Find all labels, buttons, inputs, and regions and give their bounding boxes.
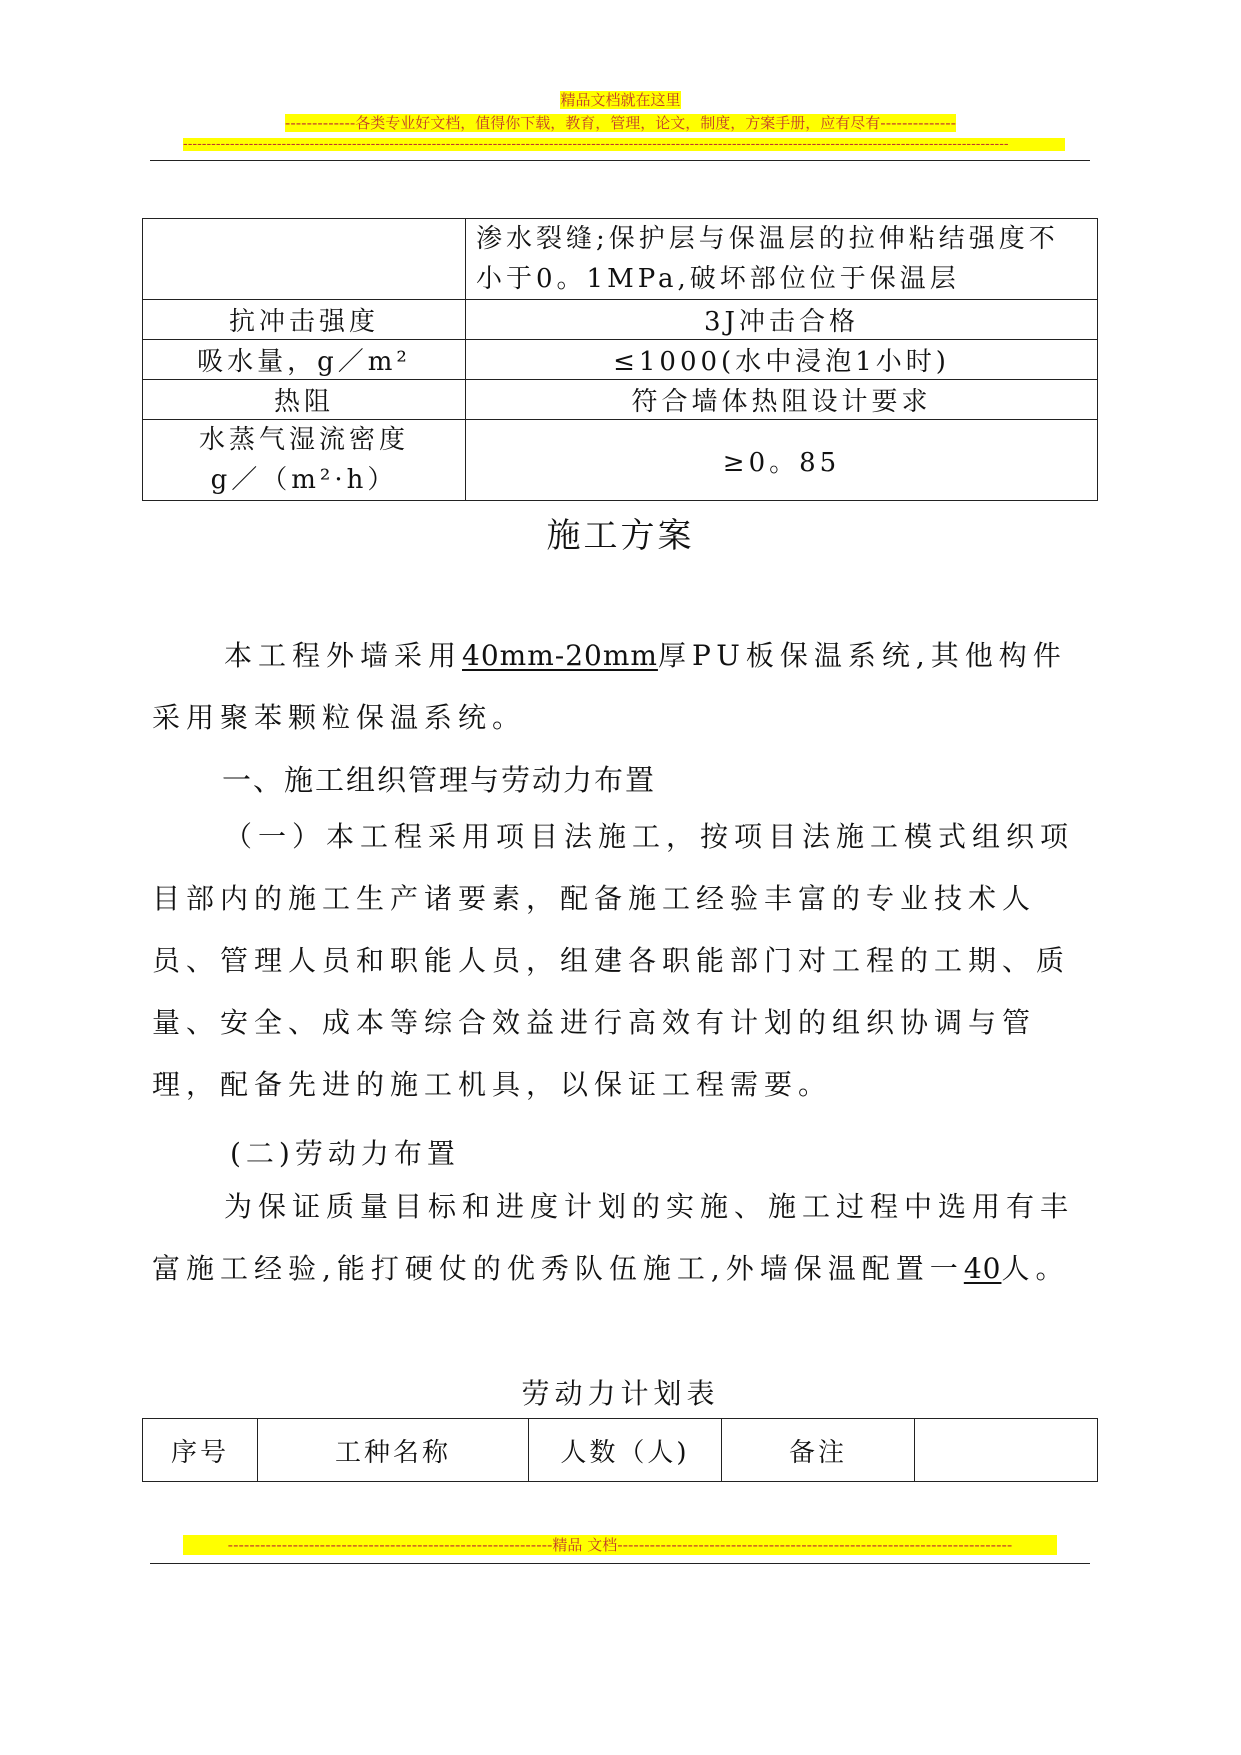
table-header-row — [143, 1419, 1098, 1482]
table-row — [143, 420, 1098, 501]
section-heading: 一、施工组织管理与劳动力布置 — [222, 763, 657, 797]
sub-heading: (二)劳动力布置 — [230, 1137, 460, 1170]
column-header — [915, 1419, 1098, 1482]
spec-value: 符合墙体热阻设计要求 — [466, 380, 1098, 420]
table-row — [143, 219, 1098, 300]
spec-value: ≥0。85 — [466, 420, 1098, 501]
spec-value: 3J冲击合格 — [466, 300, 1098, 340]
section-paragraph-2: 为保证质量目标和进度计划的实施、施工过程中选用有丰富施工经验,能打硬仗的优秀队伍施工,外墙保温配置一40人。 — [152, 1190, 1075, 1285]
spec-value: ≤1000(水中浸泡1小时) — [466, 340, 1098, 380]
header-line-3: -------------------------------------------------------------------------------------------------------------------------------------------------------------------------------- — [183, 138, 1065, 151]
spec-label: 水蒸气湿流密度 g／（m²·h） — [143, 420, 466, 501]
header-divider — [150, 160, 1090, 161]
spec-label: 抗冲击强度 — [143, 300, 466, 340]
footer-banner: ------------------------------------------------------------精品 文档------------------------------------------------------------------------- — [183, 1535, 1057, 1555]
spec-label: 吸水量，g／m² — [143, 340, 466, 380]
spec-table — [142, 218, 1098, 501]
spec-label — [143, 219, 466, 300]
column-header: 序号 — [143, 1419, 258, 1482]
header-line-1: 精品文档就在这里 — [560, 91, 681, 109]
footer-divider — [150, 1563, 1090, 1564]
table-row — [143, 340, 1098, 380]
header-line-2: -------------各类专业好文档，值得你下载，教育，管理，论文，制度，方案手册，应有尽有-------------- — [284, 114, 957, 132]
column-header: 工种名称 — [258, 1419, 529, 1482]
table-row — [143, 380, 1098, 420]
intro-paragraph: 本工程外墙采用40mm-20mm厚PU板保温系统,其他构件采用聚苯颗粒保温系统。 — [152, 639, 1067, 734]
page-title: 施工方案 — [546, 516, 695, 556]
column-header: 备注 — [722, 1419, 915, 1482]
table-row — [143, 300, 1098, 340]
column-header: 人数（人) — [529, 1419, 722, 1482]
labor-table-title: 劳动力计划表 — [521, 1377, 720, 1410]
labor-table — [142, 1418, 1098, 1482]
spec-label: 热阻 — [143, 380, 466, 420]
spec-value: 渗水裂缝;保护层与保温层的拉伸粘结强度不 小于0。1MPa,破坏部位位于保温层 — [466, 219, 1098, 300]
section-paragraph-1: （一）本工程采用项目法施工，按项目法施工模式组织项目部内的施工生产诸要素，配备施工经验丰富的专业技术人员、管理人员和职能人员，组建各职能部门对工程的工期、质量、安全、成本等综合效益进行高效有计划的组织协调与管理，配备先进的施工机具，以保证工程需要。 — [152, 820, 1075, 1101]
